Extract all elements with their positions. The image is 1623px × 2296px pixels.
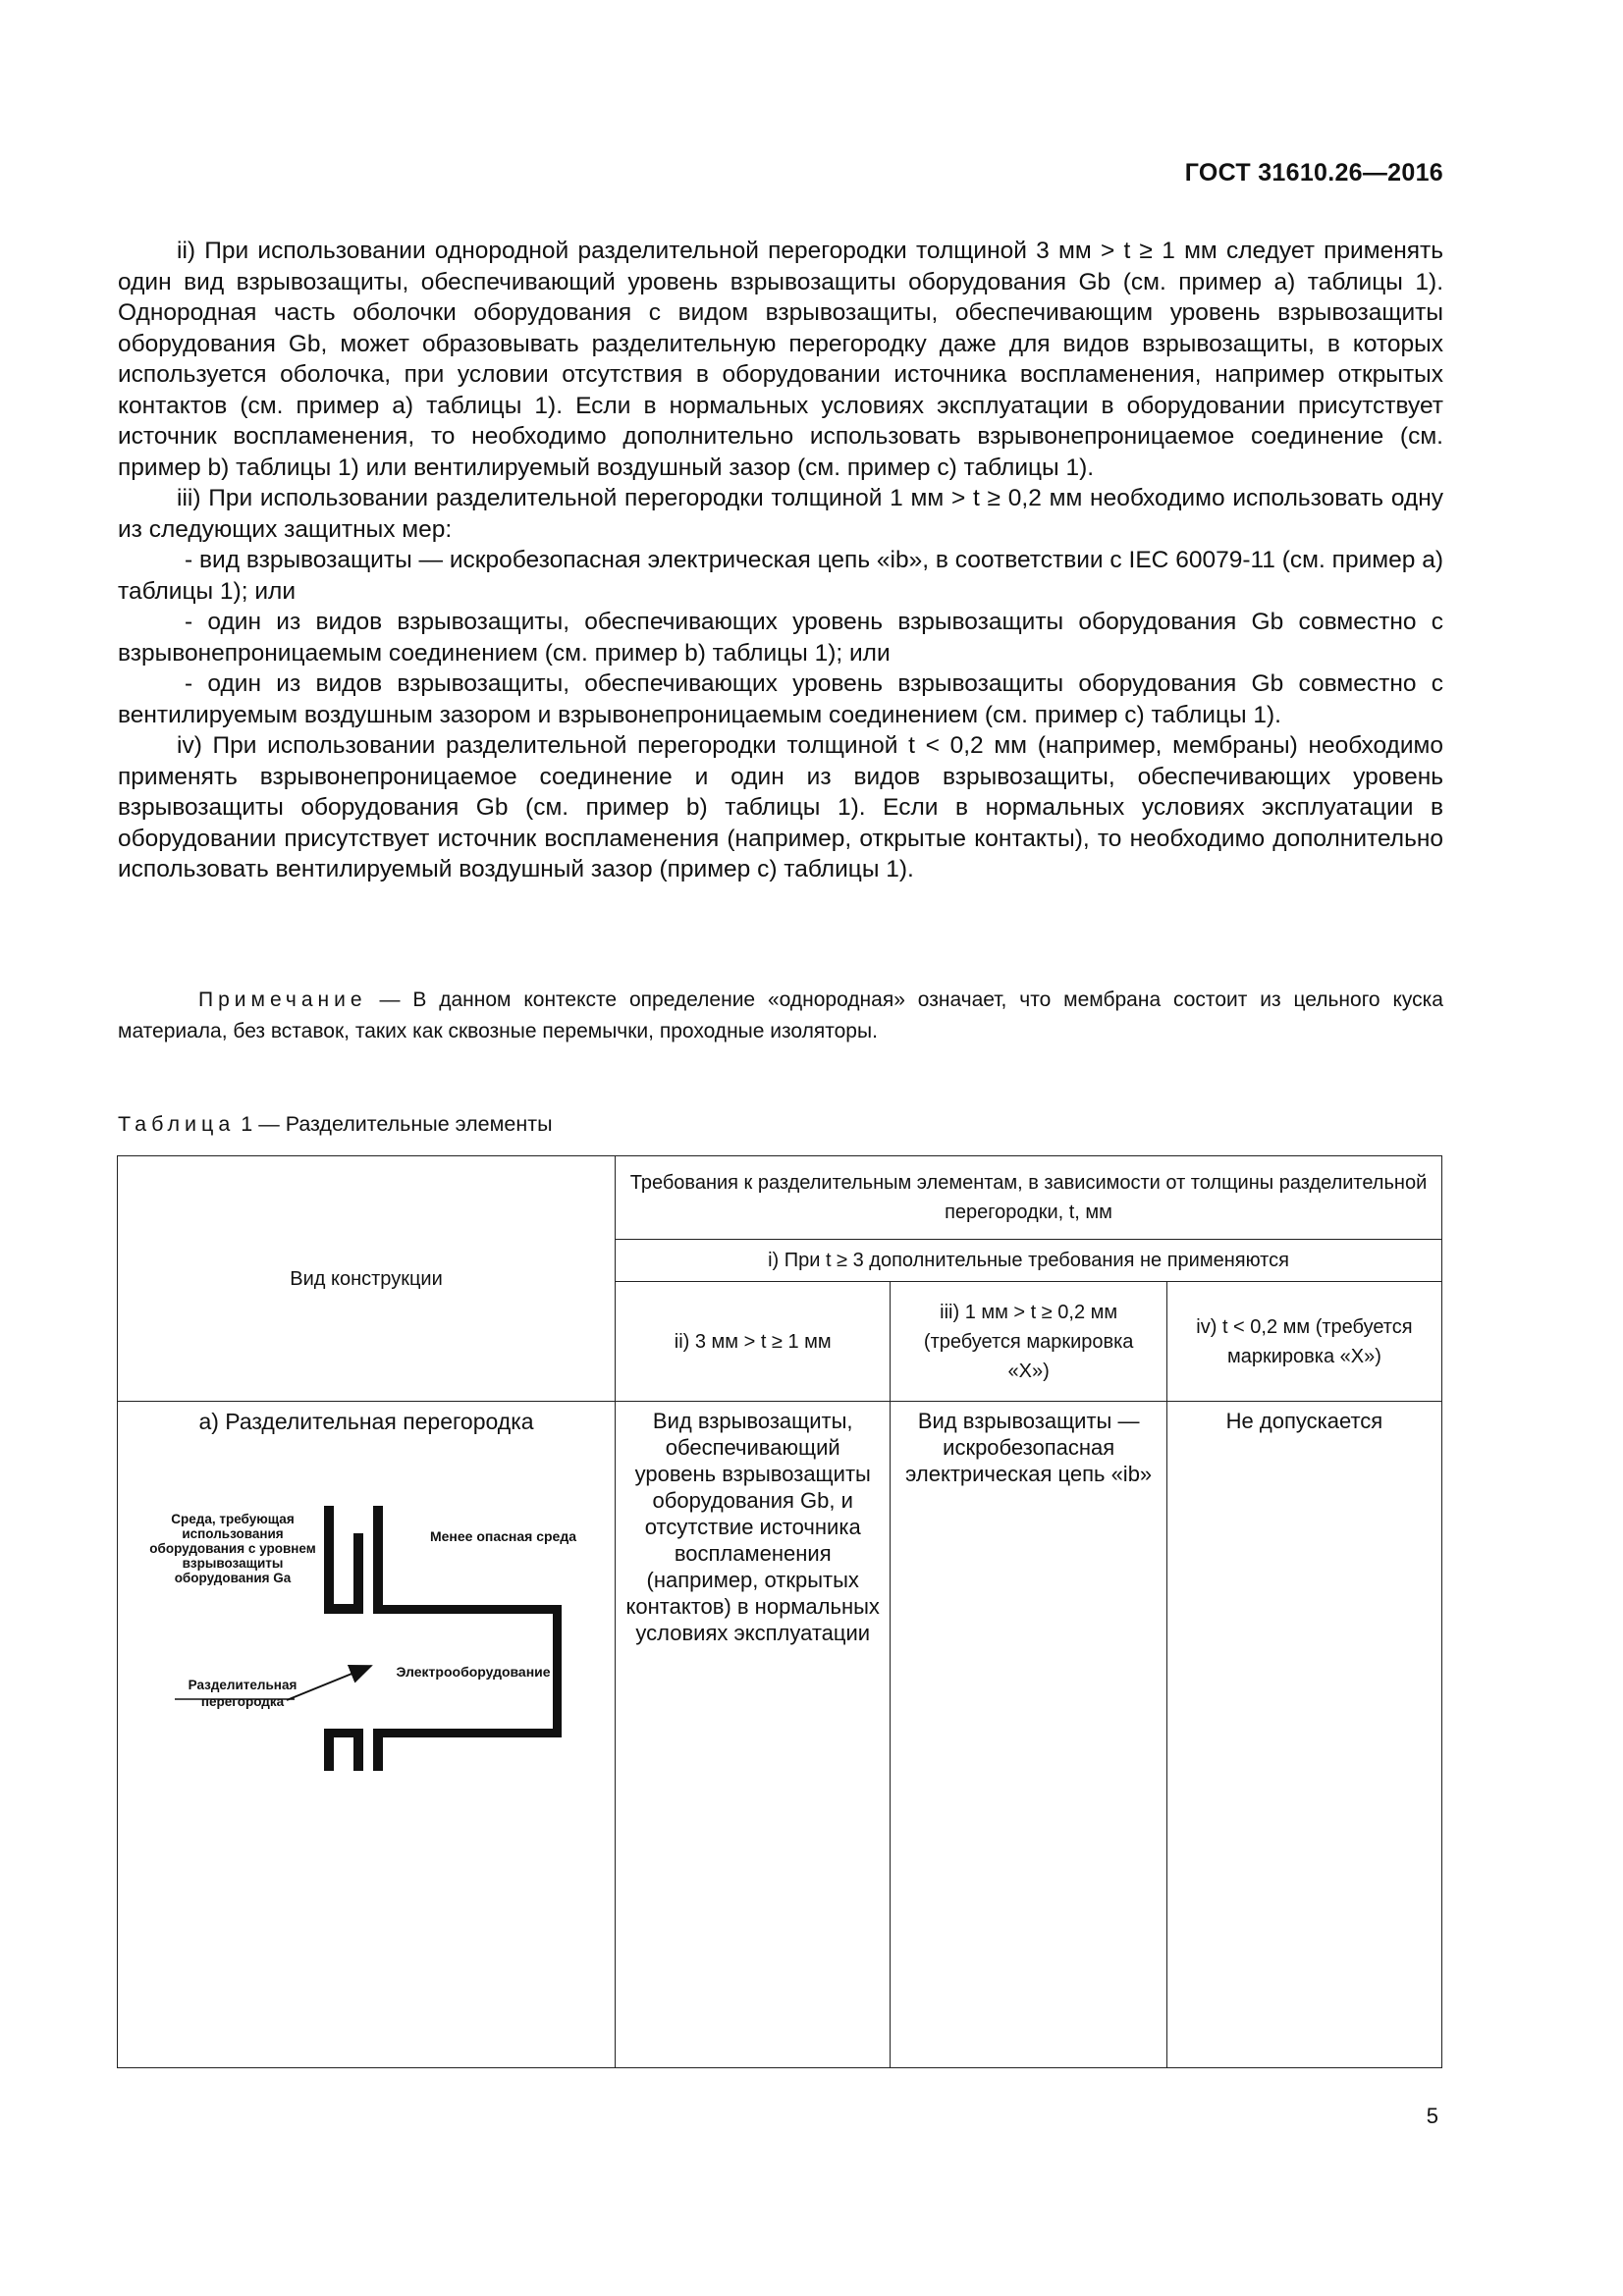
cell-a-iv: Не допускается [1166, 1402, 1441, 2068]
cell-a-iii: Вид взрывозащиты — искробезопасная электрическая цепь «ib» [891, 1402, 1166, 2068]
body-text [118, 236, 1443, 885]
table-caption [118, 1112, 553, 1137]
table-caption-title: 1 — Разделительные элементы [241, 1112, 553, 1136]
equipment-label: Электрооборудование [396, 1664, 551, 1680]
cell-a-ii: Вид взрывозащиты, обеспечивающий уровень взрывозащиты оборудования Gb, и отсутствие источника воспламенения (например, открытых контактов) в нормальных условиях эксплуатации [616, 1402, 891, 2068]
header-col-ii: ii) 3 мм > t ≥ 1 мм [616, 1282, 891, 1402]
header-requirements: Требования к разделительным элементам, в зависимости от толщины разделительной перегородки, t, мм [616, 1156, 1442, 1240]
header-construction-type: Вид конструкции [118, 1156, 616, 1402]
list-item: - один из видов взрывозащиты, обеспечивающих уровень взрывозащиты оборудования Gb совместно с вентилируемым воздушным зазором и взрывонепроницаемым соединением (см. пример с) таблицы 1). [118, 670, 1443, 728]
paragraph-iv: iv) При использовании разделительной перегородки толщиной t < 0,2 мм (например, мембраны) необходимо применять взрывонепроницаемое соединение и один из видов взрывозащиты, обеспечивающих уровень взрывозащиты оборудования Gb (см. пример b) таблицы 1). Если в нормальных условиях эксплуатации в оборудовании присутствует источник воспламенения (например, открытые контакты), то необходимо дополнительно использовать вентилируемый воздушный зазор (пример с) таблицы 1). [118, 732, 1443, 882]
env-ga-label: Среда, требующая использования оборудования с уровнем взрывозащиты оборудования Ga [149, 1512, 316, 1585]
header-col-iii: iii) 1 мм > t ≥ 0,2 мм (требуется маркировка «X») [891, 1282, 1166, 1402]
env-less-label: Менее опасная среда [429, 1528, 577, 1544]
separation-elements-table [117, 1155, 1442, 2068]
page-number: 5 [1426, 2104, 1438, 2128]
header-row-i: i) При t ≥ 3 дополнительные требования не применяются [616, 1240, 1442, 1282]
list-item: - вид взрывозащиты — искробезопасная электрическая цепь «ib», в соответствии с IEC 60079-11 (см. пример а) таблицы 1); или [118, 547, 1443, 605]
list-item: - один из видов взрывозащиты, обеспечивающих уровень взрывозащиты оборудования Gb совместно с взрывонепроницаемым соединением (см. пример b) таблицы 1); или [118, 609, 1443, 667]
note [118, 985, 1443, 1047]
construction-label-a: а) Разделительная перегородка [198, 1409, 534, 1434]
header-col-iv: iv) t < 0,2 мм (требуется маркировка «X») [1166, 1282, 1441, 1402]
construction-cell-a [118, 1402, 616, 2068]
paragraph-iii: iii) При использовании разделительной перегородки толщиной 1 мм > t ≥ 0,2 мм необходимо использовать одну из следующих защитных мер: [118, 485, 1443, 543]
note-text: — В данном контексте определение «однородная» означает, что мембрана состоит из цельного куска материала, без вставок, таких как сквозные перемычки, проходные изоляторы. [118, 988, 1443, 1042]
partition-diagram [118, 1447, 615, 1771]
document-code: ГОСТ 31610.26—2016 [1184, 159, 1443, 187]
paragraph-ii: ii) При использовании однородной разделительной перегородки толщиной 3 мм > t ≥ 1 мм следует применять один вид взрывозащиты, обеспечивающий уровень взрывозащиты оборудования Gb (см. пример а) таблицы 1). Однородная часть оболочки оборудования с видом взрывозащиты, обеспечивающим уровень взрывозащиты оборудования Gb, может образовывать разделительную перегородку даже для видов взрывозащиты, в которых используется оболочка, при условии отсутствия в оборудовании источника воспламенения, например открытых контактов (см. пример а) таблицы 1). Если в нормальных условиях эксплуатации в оборудовании присутствует источник воспламенения, то необходимо дополнительно использовать взрывонепроницаемое соединение (см. пример b) таблицы 1) или вентилируемый воздушный зазор (см. пример с) таблицы 1). [118, 238, 1443, 481]
enclosure-walls [324, 1506, 562, 1771]
partition-label: Разделительная перегородка [188, 1678, 298, 1709]
note-label: Примечание [198, 988, 367, 1011]
table-caption-label: Таблица [118, 1112, 236, 1136]
